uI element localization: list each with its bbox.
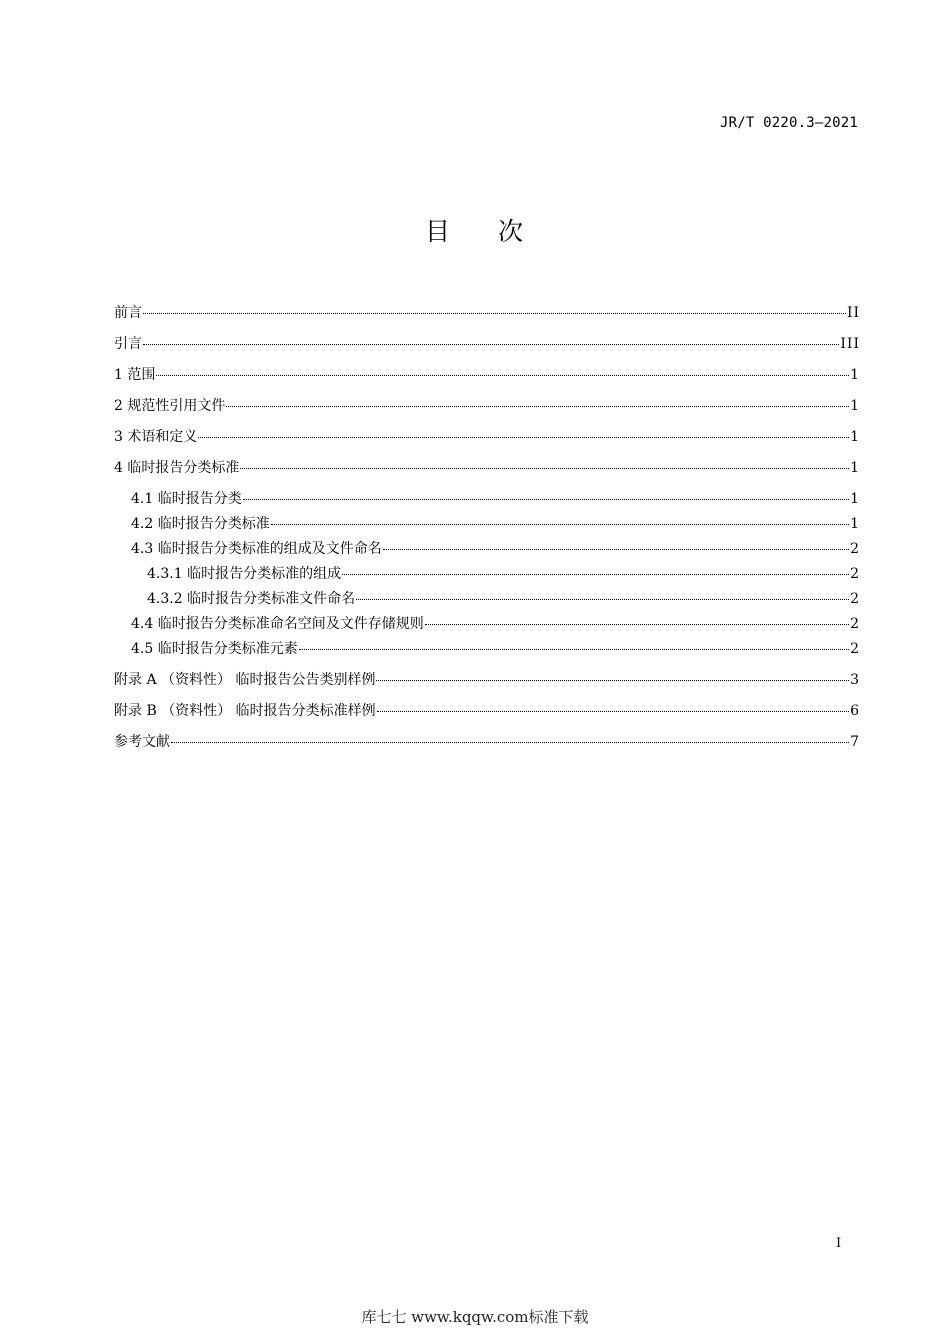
toc-entry-section-4-3-1[interactable]	[147, 563, 860, 583]
toc-leader-dots	[240, 468, 849, 469]
toc-entry-section-4-3[interactable]	[131, 538, 860, 558]
toc-entry-page: 1	[850, 460, 860, 476]
toc-entry-label: 3 术语和定义	[114, 429, 198, 445]
toc-entry-section-3[interactable]	[114, 426, 860, 446]
toc-entry-label: 2 规范性引用文件	[114, 398, 226, 414]
toc-entry-section-1[interactable]	[114, 364, 860, 384]
toc-entry-page: 3	[850, 672, 860, 688]
toc-entry-label: 4.4 临时报告分类标准命名空间及文件存储规则	[131, 616, 424, 632]
toc-entry-appendix-b[interactable]	[114, 700, 860, 720]
toc-leader-dots	[171, 742, 849, 743]
footer-watermark: 库七七 www.kqqw.com标准下载	[361, 1308, 589, 1326]
toc-leader-dots	[243, 499, 849, 500]
toc-entry-label: 4.2 临时报告分类标准	[131, 516, 270, 532]
toc-leader-dots	[226, 406, 849, 407]
toc-entry-label: 附录 A （资料性） 临时报告公告类别样例	[114, 672, 376, 688]
toc-entry-label: 1 范围	[114, 367, 156, 383]
title-part-2: 次	[498, 217, 526, 246]
toc-entry-page: 2	[850, 616, 860, 632]
toc-entry-page: 1	[850, 367, 860, 383]
toc-entry-label: 4.3.2 临时报告分类标准文件命名	[147, 591, 356, 607]
toc-entry-label: 4.5 临时报告分类标准元素	[131, 641, 298, 657]
toc-entry-appendix-a[interactable]	[114, 669, 860, 689]
toc-leader-dots	[342, 574, 849, 575]
toc-entry-label: 4.3 临时报告分类标准的组成及文件命名	[131, 541, 382, 557]
toc-entry-page: 7	[850, 734, 860, 750]
toc-entry-page: 2	[850, 566, 860, 582]
toc-leader-dots	[425, 624, 849, 625]
toc-entry-section-4-1[interactable]	[131, 488, 860, 508]
title-part-1: 目	[424, 217, 452, 246]
toc-entry-page: 1	[850, 491, 860, 507]
toc-entry-page: II	[846, 305, 860, 321]
toc-entry-foreword[interactable]	[114, 302, 860, 322]
toc-entry-section-4-4[interactable]	[131, 613, 860, 633]
toc-entry-bibliography[interactable]	[114, 731, 860, 751]
toc-entry-page: 6	[850, 703, 860, 719]
toc-leader-dots	[299, 649, 849, 650]
toc-leader-dots	[156, 375, 849, 376]
toc-entry-page: 2	[850, 541, 860, 557]
toc-entry-label: 4.1 临时报告分类	[131, 491, 242, 507]
toc-entry-label: 引言	[114, 336, 142, 352]
toc-leader-dots	[377, 711, 849, 712]
toc-entry-page: 1	[850, 398, 860, 414]
toc-entry-section-2[interactable]	[114, 395, 860, 415]
toc-entry-section-4-5[interactable]	[131, 638, 860, 658]
toc-entry-section-4-3-2[interactable]	[147, 588, 860, 608]
toc-entry-section-4-2[interactable]	[131, 513, 860, 533]
toc-entry-label: 参考文献	[114, 734, 170, 750]
toc-leader-dots	[271, 524, 849, 525]
toc-entry-introduction[interactable]	[114, 333, 860, 353]
toc-entry-label: 前言	[114, 305, 142, 321]
page-number: I	[836, 1236, 842, 1251]
toc-entry-label: 4 临时报告分类标准	[114, 460, 240, 476]
toc-entry-page: III	[840, 336, 860, 352]
toc-entry-page: 2	[850, 641, 860, 657]
toc-leader-dots	[356, 599, 849, 600]
toc-leader-dots	[198, 437, 849, 438]
toc-entry-page: 1	[850, 429, 860, 445]
toc-leader-dots	[376, 680, 849, 681]
toc-leader-dots	[143, 313, 846, 314]
toc-leader-dots	[143, 344, 839, 345]
page-title	[0, 212, 950, 248]
toc-entry-label: 4.3.1 临时报告分类标准的组成	[147, 566, 342, 582]
toc-entry-page: 2	[850, 591, 860, 607]
toc-entry-section-4[interactable]	[114, 457, 860, 477]
toc-entry-label: 附录 B （资料性） 临时报告分类标准样例	[114, 703, 376, 719]
document-code: JR/T 0220.3—2021	[719, 115, 858, 131]
toc-leader-dots	[383, 549, 849, 550]
toc-entry-page: 1	[850, 516, 860, 532]
